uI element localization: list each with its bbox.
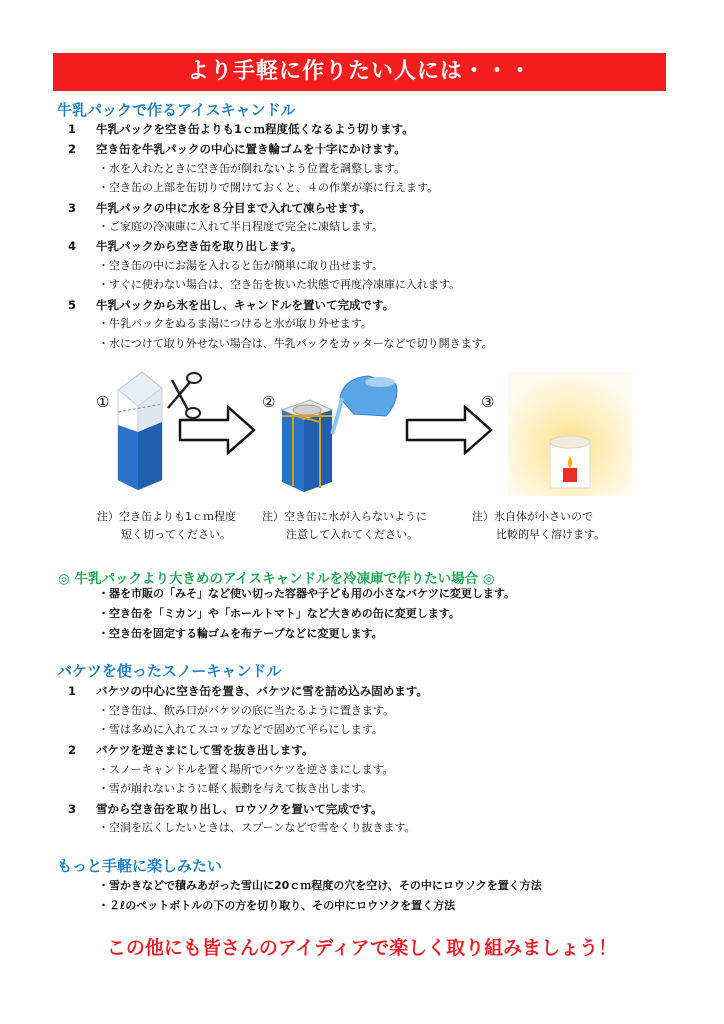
section2-sub: ・空き缶は、飲み口がバケツの底に当たるように置きます。 bbox=[98, 704, 395, 717]
page-banner: より手軽に作りたい人には・・・ bbox=[53, 53, 666, 91]
figure-note-1: 注）空き缶よりも1ｃｍ程度 短く切ってください。 bbox=[97, 510, 236, 541]
carton-with-can-illustration bbox=[270, 370, 420, 495]
section1-sub: ・水を入れたときに空き缶が倒れないよう位置を調整します。 bbox=[98, 162, 406, 175]
section1-step-4: 4 牛乳パックから空き缶を取り出します。 bbox=[68, 239, 303, 253]
section1-step-3: 3 牛乳パックの中に水を８分目まで入れて凍らせます。 bbox=[68, 201, 371, 215]
section1-title: 牛乳パックで作るアイスキャンドル bbox=[57, 101, 296, 119]
pitcher-icon bbox=[332, 376, 397, 434]
special-title: ◎ 牛乳パックより大きめのアイスキャンドルを冷凍庫で作りたい場合 ◎ bbox=[58, 571, 495, 587]
section2-step-2: 2 バケツを逆さまにして雪を抜き出します。 bbox=[68, 743, 314, 757]
section2-sub: ・雪が崩れないように軽く振動を与えて抜き出します。 bbox=[98, 782, 373, 795]
arrow-right-icon bbox=[178, 405, 256, 455]
figure-label-1: ① bbox=[96, 393, 110, 411]
section2-sub: ・スノーキャンドルを置く場所でバケツを逆さまにします。 bbox=[98, 763, 394, 776]
section3-title: もっと手軽に楽しみたい bbox=[57, 857, 223, 875]
section1-sub: ・ご家庭の冷凍庫に入れて半日程度で完全に凍結します。 bbox=[98, 220, 384, 233]
section1-sub: ・牛乳パックをぬるま湯につけると氷が取り外せます。 bbox=[98, 317, 372, 330]
section1-step-1: 1 牛乳パックを空き缶よりも1ｃｍ程度低くなるよう切ります。 bbox=[68, 122, 414, 136]
arrow-right-icon bbox=[405, 405, 493, 455]
closing-message: この他にも皆さんのアイディアで楽しく取り組みましょう！ bbox=[106, 937, 618, 959]
section1-step-5: 5 牛乳パックから氷を出し、キャンドルを置いて完成です。 bbox=[68, 298, 395, 312]
section1-step-2: 2 空き缶を牛乳パックの中心に置き輪ゴムを十字にかけます。 bbox=[68, 142, 406, 156]
special-item: ・空き缶を「ミカン」や「ホールトマト」など大きめの缶に変更します。 bbox=[98, 607, 460, 620]
section2-sub: ・雪は多めに入れてスコップなどで固めて平らにします。 bbox=[98, 723, 383, 736]
section2-sub: ・空洞を広くしたいときは、スプーンなどで雪をくり抜きます。 bbox=[98, 821, 416, 834]
section2-step-1: 1 バケツの中心に空き缶を置き、バケツに雪を詰め込み固めます。 bbox=[68, 684, 428, 698]
figure-label-3: ③ bbox=[481, 393, 495, 411]
figure-note-3: 注）氷自体が小さいので 比較的早く溶けます。 bbox=[472, 510, 606, 541]
section1-sub: ・空き缶の中にお湯を入れると缶が簡単に取り出せます。 bbox=[98, 259, 384, 272]
section1-sub: ・水につけて取り外せない場合は、牛乳パックをカッターなどで切り開きます。 bbox=[98, 337, 493, 350]
special-item: ・器を市販の「みそ」など使い切った容器や子ども用の小さなバケツに変更します。 bbox=[98, 587, 516, 600]
section3-item: ・２ℓのペットボトルの下の方を切り取り、その中にロウソクを置く方法 bbox=[98, 899, 456, 912]
section1-sub: ・すぐに使わない場合は、空き缶を抜いた状態で再度冷凍庫に入れます。 bbox=[98, 278, 461, 291]
section1-sub: ・空き缶の上部を缶切りで開けておくと、４の作業が楽に行えます。 bbox=[98, 181, 439, 194]
figure-note-2: 注）空き缶に水が入らないように 注意して入れてください。 bbox=[262, 510, 427, 541]
ice-candle-illustration bbox=[508, 372, 632, 496]
special-item: ・空き缶を固定する輪ゴムを布テープなどに変更します。 bbox=[98, 627, 383, 640]
figure-label-2: ② bbox=[262, 393, 276, 411]
section2-step-3: 3 雪から空き缶を取り出し、ロウソクを置いて完成です。 bbox=[68, 802, 383, 816]
section3-item: ・雪かきなどで積みあがった雪山に20ｃｍ程度の穴を空け、その中にロウソクを置く方法 bbox=[98, 879, 542, 892]
section2-title: バケツを使ったスノーキャンドル bbox=[57, 662, 282, 680]
